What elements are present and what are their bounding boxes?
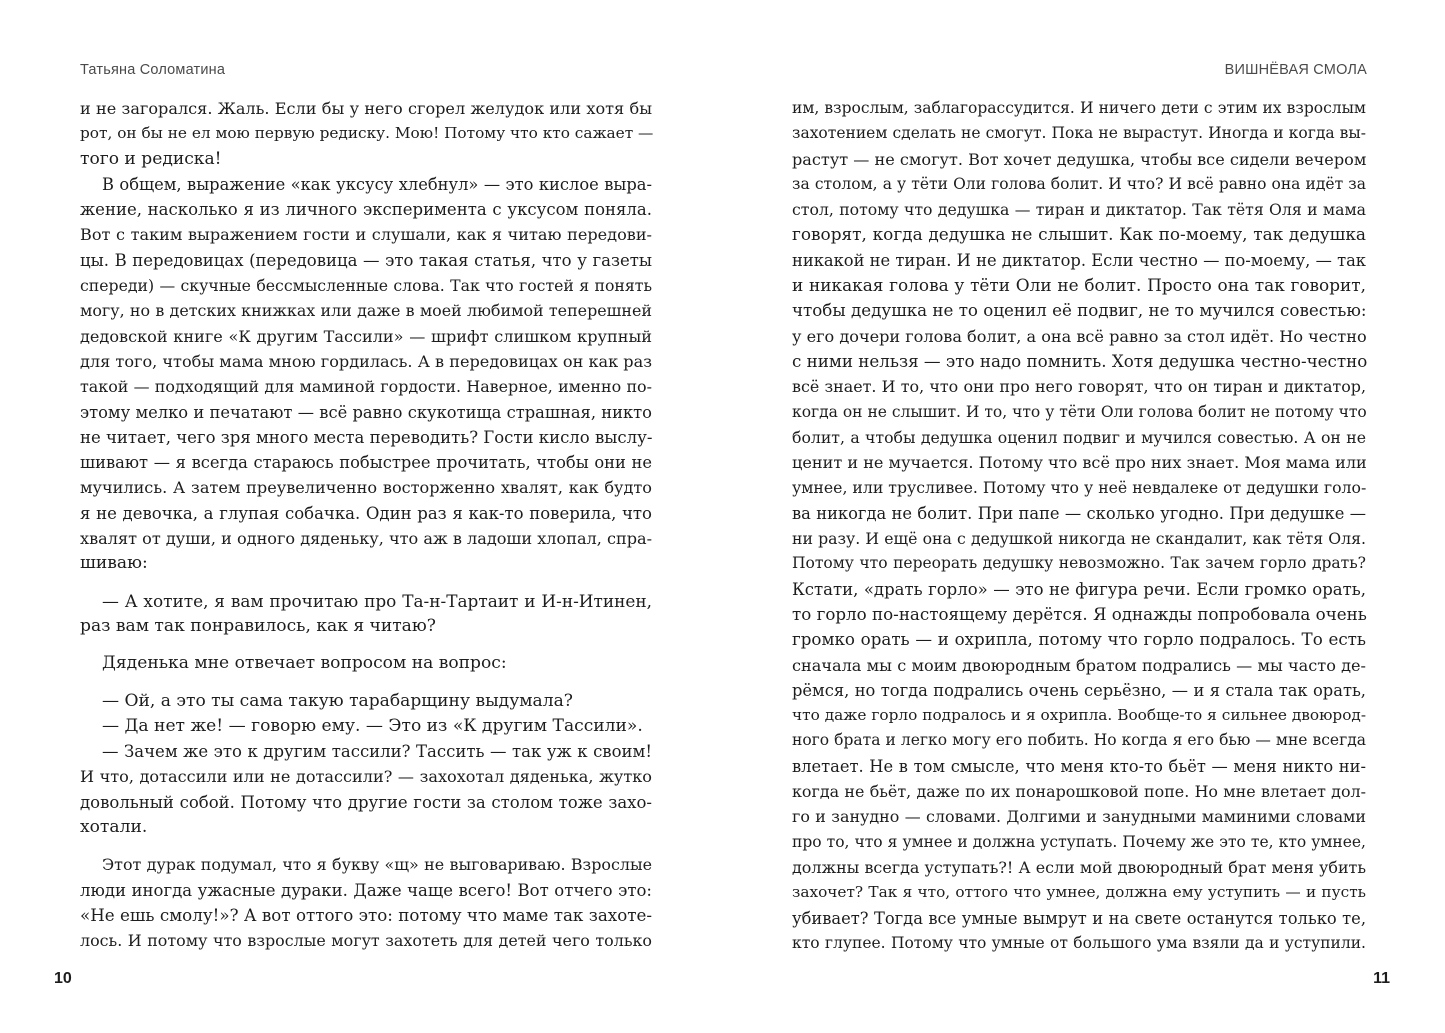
text-line: — Зачем же это к другим тассили? Тассить — так уж к своим! [102, 742, 652, 762]
text-line: то горло по-настоящему дерётся. Я однажды попробовала очень [792, 603, 1367, 624]
text-line: ценит и не мучается. Потому что всё про них знает. Моя мама или [792, 453, 1367, 473]
right-page-text [792, 96, 1366, 956]
text-line: могу, но в детских книжках или даже в моей любимой теперешней [80, 301, 652, 321]
text-line: должны всегда уступать?! А если мой двоюродный брат меня убить [792, 857, 1366, 877]
text-line: жение, насколько я из личного эксперимента с уксусом поняла. [80, 200, 652, 220]
text-line: И что, дотассили или не дотассили? — захохотал дяденька, жутко [80, 767, 652, 787]
text-line: — Да нет же! — говорю ему. — Это из «К другим Тассили». [102, 715, 643, 736]
text-line: не читает, чего зря много места переводить? Гости кисло выслу- [80, 427, 653, 447]
text-line: болит, а чтобы дедушка оценил подвиг и мучился совестью. А он не [792, 427, 1366, 447]
text-line: про то, что я умнее и должна уступать. Почему же это те, кто умнее, [792, 832, 1366, 851]
running-head-author: Татьяна Соломатина [80, 62, 226, 78]
text-line: хвалят от души, и одного дяденьку, что аж в ладоши хлопал, спра- [80, 529, 653, 549]
text-line: за столом, а у тёти Оли голова болит. И что? И всё равно она идёт за [792, 174, 1366, 193]
text-line: говорят, когда дедушка не слышит. Как по-моему, так дедушка [792, 224, 1366, 245]
text-line: умнее, или трусливее. Потому что у неё невдалеке от дедушки голо- [792, 478, 1367, 498]
text-line: им, взрослым, заблагорассудится. И ничего дети с этим их взрослым [792, 99, 1366, 117]
text-line: ва никогда не болит. При папе — сколько угодно. При дедушке — [792, 503, 1366, 523]
text-line: стол, потому что дедушка — тиран и диктатор. Так тётя Оля и мама [792, 200, 1366, 220]
left-page-text [80, 96, 652, 954]
text-line: В общем, выражение «как уксусу хлебнул» — это кислое выра- [102, 174, 652, 194]
text-line: никакой не тиран. И не диктатор. Если честно — по-моему, — так [792, 250, 1366, 270]
running-head-title: ВИШНЁВАЯ СМОЛА [1224, 62, 1367, 78]
text-line: и никакая голова у тёти Оли не болит. Просто она так говорит, [792, 275, 1366, 296]
left-page [0, 0, 722, 1033]
right-page [722, 0, 1445, 1033]
text-line: дедовской книге «К другим Тассили» — шрифт слишком крупный [80, 326, 652, 346]
paragraph-gap [80, 840, 652, 852]
text-line: шиваю: [80, 553, 148, 574]
text-line: раз вам так понравилось, как я читаю? [80, 615, 436, 636]
text-line: этому мелко и печатают — всё равно скукотища страшная, никто [80, 402, 652, 422]
text-line: кто глупее. Потому что умные от большого ума взяли да и уступили. [792, 933, 1366, 952]
text-line: захотением сделать не смогут. Пока не вырастут. Иногда и когда вы- [792, 124, 1366, 143]
text-line: чтобы дедушка не то оценил её подвиг, не то мучился совестью: [792, 300, 1367, 321]
text-line: Этот дурак подумал, что я букву «щ» не выговариваю. Взрослые [102, 855, 652, 875]
text-line: довольный собой. Потому что другие гости за столом тоже захо- [80, 792, 652, 812]
text-line: Потому что переорать дедушку невозможно. Так зачем горло драть? [792, 554, 1366, 573]
page-number: 11 [1373, 970, 1390, 987]
text-line: — А хотите, я вам прочитаю про Та-н-Тартаит и И-н-Итинен, [102, 590, 652, 611]
text-line: лось. И потому что взрослые могут захотеть для детей чего только [80, 931, 652, 951]
text-line: «Не ешь смолу!»? А вот оттого это: потому что маме так захоте- [80, 904, 652, 925]
text-line: у его дочери голова болит, а она всё равно за стол идёт. Но честно [792, 326, 1367, 346]
text-line: захочет? Так я что, оттого что умнее, должна ему уступить — и пусть [792, 883, 1366, 902]
text-line: спереди) — скучные бессмысленные слова. Так что гостей я понять [80, 276, 652, 296]
paragraph-gap [80, 639, 652, 651]
text-line: всё знает. И то, что они про него говорят, что он тиран и диктатор, [792, 377, 1366, 397]
text-line: когда он не слышит. И то, что у тёти Оли голова болит не потому что [792, 402, 1367, 421]
page-number: 10 [54, 970, 72, 987]
text-line: с ними нельзя — это надо помнить. Хотя дедушка честно-честно [792, 350, 1368, 371]
text-line: и не загорался. Жаль. Если бы у него сгорел желудок или хотя бы [80, 99, 652, 118]
text-line: го и занудно — словами. Долгими и занудными маминими словами [792, 807, 1366, 827]
text-line: люди иногда ужасные дураки. Даже чаще всего! Вот отчего это: [80, 880, 652, 900]
text-line: что даже горло подралось и я охрипла. Вообще-то я сильнее двоюрод- [792, 706, 1366, 725]
text-line: Дяденька мне отвечает вопросом на вопрос: [102, 653, 507, 674]
text-line: такой — подходящий для маминой гордости. Наверное, именно по- [80, 377, 652, 397]
text-line: цы. В передовицах (передовица — это такая статья, что у газеты [80, 250, 652, 270]
text-line: когда не бьёт, даже по их понарошковой попе. Но мне влетает дол- [792, 782, 1366, 802]
text-line: убивает? Тогда все умные вымрут и на свете останутся только те, [792, 908, 1366, 928]
text-line: Кстати, «драть горло» — это не фигура речи. Если громко орать, [792, 579, 1366, 599]
text-line: шивают — я всегда стараюсь побыстрее прочитать, чтобы они не [80, 453, 652, 473]
text-line: рот, он бы не ел мою первую редиску. Мою! Потому что кто сажает — [80, 124, 654, 143]
text-line: ни разу. И ещё она с дедушкой никогда не скандалит, как тётя Оля. [792, 529, 1366, 549]
text-line: сначала мы с моим двоюродным братом подрались — мы часто де- [792, 655, 1366, 675]
text-line: громко орать — и охрипла, потому что горло подралось. То есть [792, 629, 1366, 650]
text-line: я не девочка, а глупая собачка. Один раз я как-то поверила, что [80, 503, 652, 523]
text-line: растут — не смогут. Вот хочет дедушка, чтобы все сидели вечером [792, 149, 1367, 169]
paragraph-gap [80, 677, 652, 689]
text-line: рёмся, но тогда подрались очень серьёзно, — и я стала так орать, [792, 680, 1366, 700]
text-line: ного брата и легко могу его побить. Но когда я его бью — мне всегда [792, 731, 1366, 750]
text-line: того и редиска! [80, 148, 222, 169]
text-line: мучились. А затем преувеличенно восторженно хвалят, как будто [80, 478, 652, 498]
text-line: хотали. [80, 817, 148, 838]
paragraph-gap [80, 577, 652, 589]
text-line: Вот с таким выражением гости и слушали, как я читаю передови- [80, 225, 652, 245]
text-line: для того, чтобы мама мною гордилась. А в передовицах он как раз [80, 351, 652, 371]
text-line: влетает. Не в том смысле, что меня кто-то бьёт — меня никто ни- [792, 756, 1366, 776]
text-line: — Ой, а это ты сама такую тарабарщину выдумала? [102, 690, 573, 711]
